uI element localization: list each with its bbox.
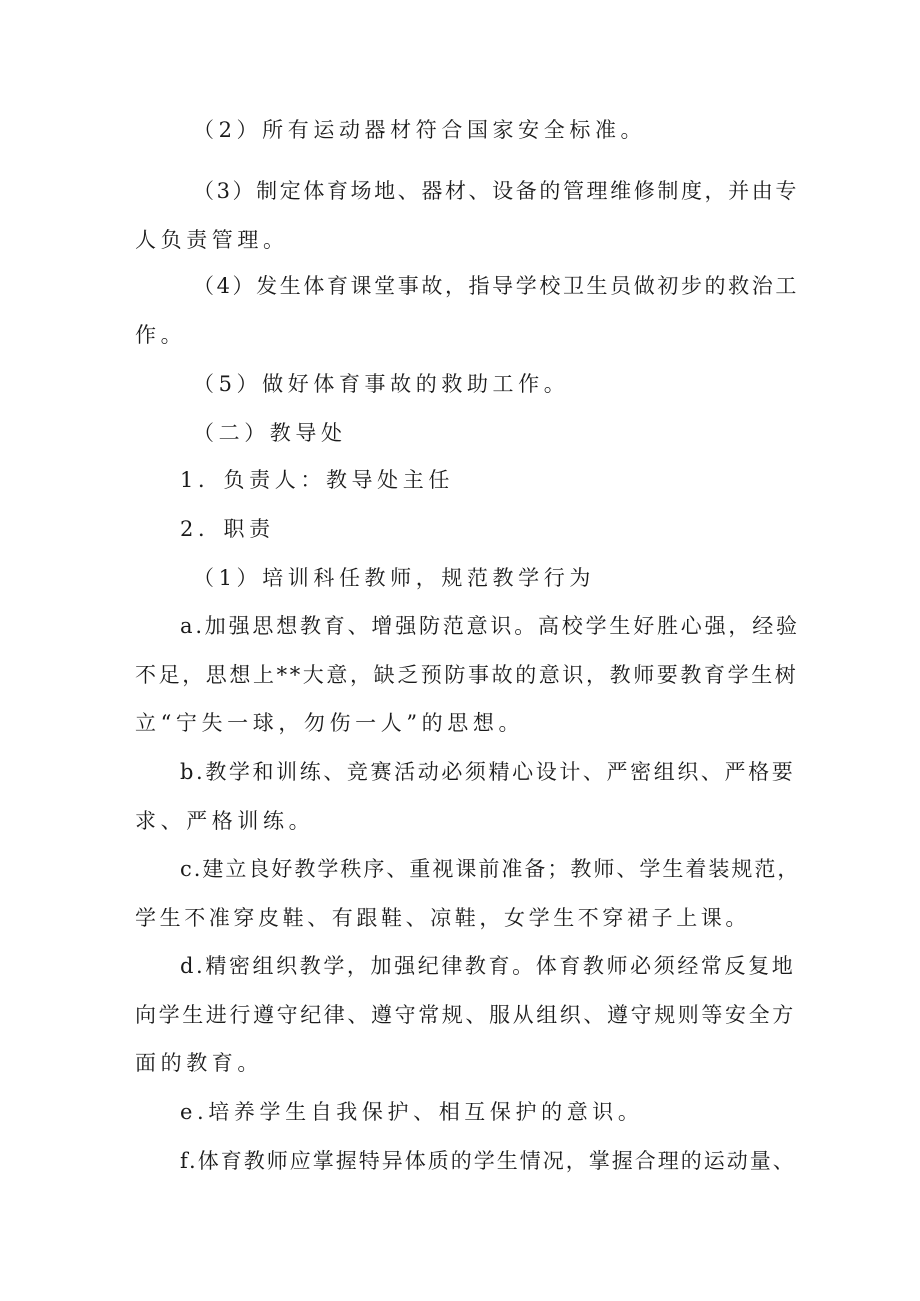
paragraph-line: （2）所有运动器材符合国家安全标准。 — [193, 118, 647, 142]
paragraph-line: c.建立良好教学秩序、重视课前准备；教师、学生着装规范， — [180, 857, 801, 881]
paragraph-line: 向学生进行遵守纪律、遵守常规、服从组织、遵守规则等安全方 — [135, 1003, 796, 1027]
sub-heading: （1）培训科任教师，规范教学行为 — [193, 566, 595, 590]
paragraph-line: b.教学和训练、竞赛活动必须精心设计、严密组织、严格要 — [180, 760, 796, 784]
paragraph-line: e.培养学生自我保护、相互保护的意识。 — [180, 1100, 644, 1124]
paragraph-line: 面的教育。 — [135, 1051, 263, 1075]
paragraph-line: 求、严格训练。 — [135, 809, 315, 833]
paragraph-line: （4）发生体育课堂事故，指导学校卫生员做初步的救治工 — [193, 274, 799, 298]
paragraph-line: （3）制定体育场地、器材、设备的管理维修制度，并由专 — [193, 179, 799, 203]
paragraph-line: f.体育教师应掌握特异体质的学生情况，掌握合理的运动量、 — [180, 1149, 796, 1173]
paragraph-line: 立“宁失一球，勿伤一人”的思想。 — [135, 711, 525, 735]
paragraph-line: a.加强思想教育、增强防范意识。高校学生好胜心强，经验 — [180, 614, 800, 638]
paragraph-line: （5）做好体育事故的救助工作。 — [193, 372, 570, 396]
paragraph-line: d.精密组织教学，加强纪律教育。体育教师必须经常反复地 — [180, 954, 796, 978]
list-item: 1．负责人：教导处主任 — [180, 468, 454, 492]
paragraph-line: 学生不准穿皮鞋、有跟鞋、凉鞋，女学生不穿裙子上课。 — [135, 906, 750, 930]
paragraph-line: 作。 — [135, 323, 187, 347]
section-heading: （二）教导处 — [193, 421, 347, 445]
paragraph-line: 不足，思想上**大意，缺乏预防事故的意识，教师要教育学生树 — [135, 663, 799, 687]
list-item: 2．职责 — [180, 517, 275, 541]
paragraph-line: 人负责管理。 — [135, 228, 289, 252]
